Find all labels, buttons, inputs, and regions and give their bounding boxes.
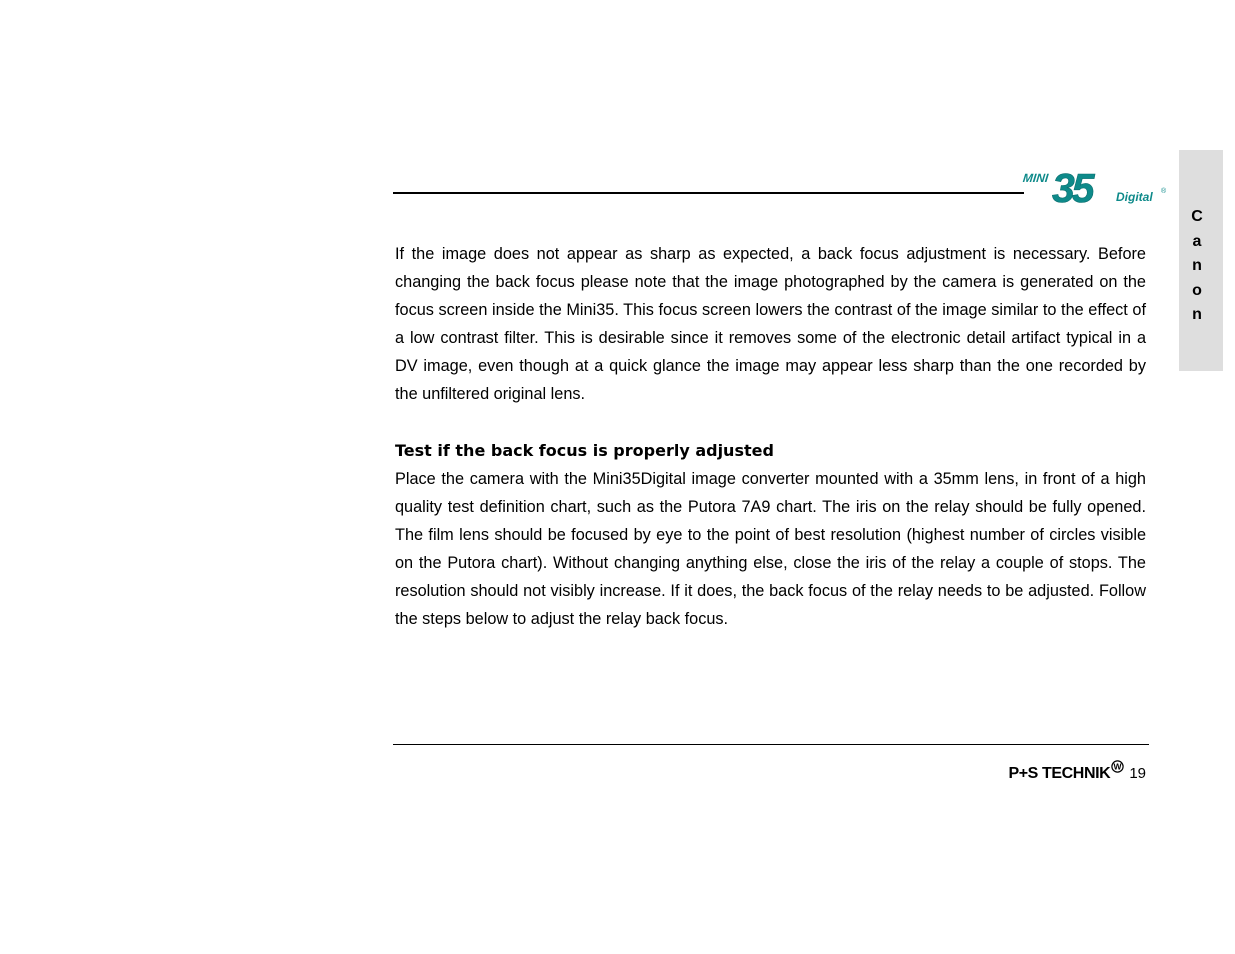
side-tab-letter: a: [1192, 232, 1202, 250]
ps-technik-mark-icon: [1111, 760, 1124, 778]
side-tab-letter: n: [1192, 257, 1202, 274]
logo-number: 35: [1052, 168, 1092, 206]
mini35-digital-logo: [1022, 168, 1170, 206]
side-tab-letters: [1179, 205, 1215, 328]
test-procedure-paragraph: Place the camera with the Mini35Digital image converter mounted with a 35mm lens, in front of a high quality test definition chart, such as the Putora 7A9 chart. The iris on the relay should be fully opened. The film lens should be focused by eye to the point of best resolution (highest number of circles visible on the Putora chart). Without changing anything else, close the iris of the relay a couple of stops. The resolution should not visibly increase. If it does, the back focus of the relay needs to be adjusted. Follow the steps below to adjust the relay back focus.: [395, 469, 1146, 629]
header-rule: [393, 192, 1024, 194]
side-tab-letter: o: [1192, 281, 1202, 299]
side-tab-letter: C: [1191, 208, 1203, 225]
side-tab-canon: [1179, 150, 1223, 371]
side-tab-letter: n: [1192, 306, 1202, 323]
intro-paragraph: If the image does not appear as sharp as expected, a back focus adjustment is necessary. Before changing the back focus please note that the image photographed by the camera is generated on the focus screen inside the Mini35. This focus screen lowers the contrast of the image similar to the effect of a low contrast filter. This is desirable since it removes some of the electronic detail artifact typical in a DV image, even though at a quick glance the image may appear less sharp than the one recorded by the unfiltered original lens.: [395, 245, 1146, 404]
footer-rule: [393, 744, 1149, 745]
page-number: 19: [1129, 765, 1146, 782]
ps-technik-logo: P+S TECHNIK: [1008, 765, 1111, 782]
brand-mark-letter: W: [1113, 761, 1122, 772]
section-heading: Test if the back focus is properly adjusted: [395, 440, 774, 460]
logo-prefix: MINI: [1022, 171, 1049, 185]
page-footer: [980, 760, 1146, 786]
page-content: [395, 240, 1146, 633]
logo-registered-mark: ®: [1161, 188, 1167, 195]
logo-suffix: Digital: [1116, 190, 1153, 204]
